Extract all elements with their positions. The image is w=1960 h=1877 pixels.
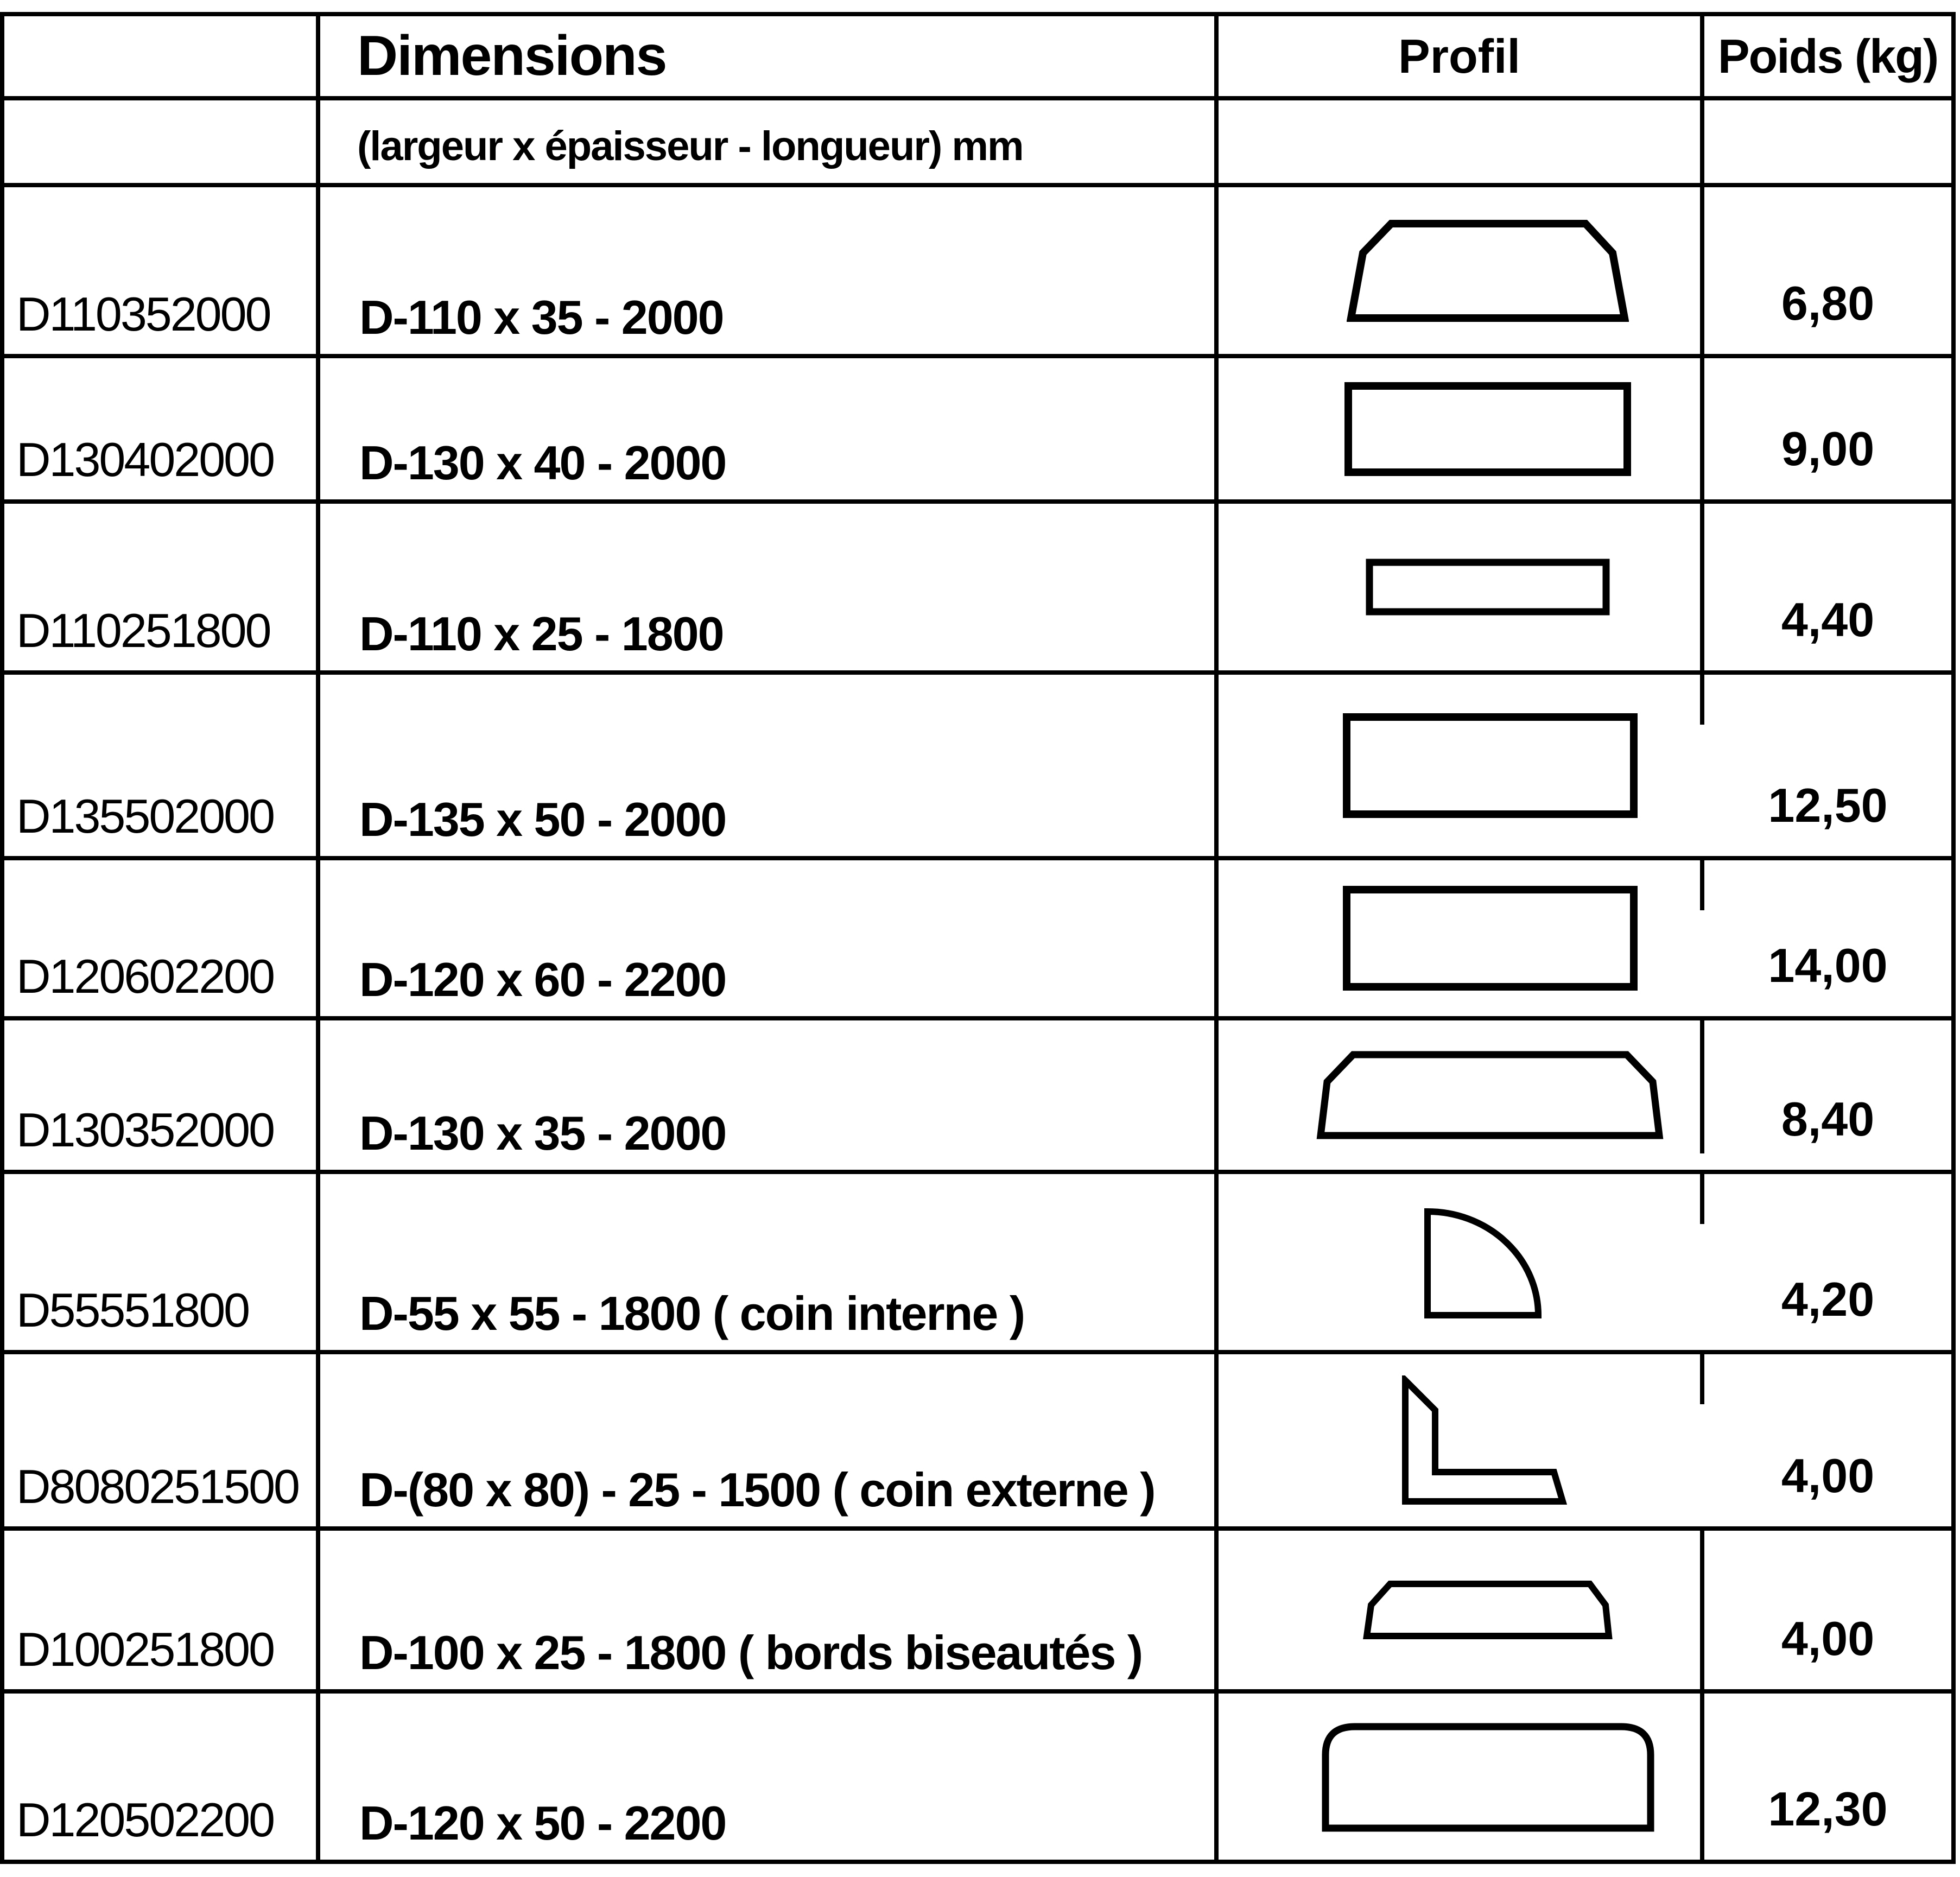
- product-weight: 8,40: [1704, 1020, 1956, 1174]
- profile-drawing-cell: [1219, 860, 1704, 1020]
- product-code: D135502000: [4, 675, 320, 860]
- profile-drawing-cell: [1219, 187, 1704, 358]
- profile-drawing-cell: [1219, 1354, 1704, 1531]
- profile-rectangle-wide-icon: [1342, 713, 1638, 819]
- profile-trapezoid-chamfered-tall-icon: [1347, 219, 1629, 322]
- product-weight: 6,80: [1704, 187, 1956, 358]
- product-weight: 4,00: [1704, 1354, 1956, 1531]
- header-dimensions-subtitle: (largeur x épaisseur - longueur) mm: [320, 100, 1219, 187]
- product-dimensions: D-130 x 35 - 2000: [320, 1020, 1219, 1174]
- profile-drawing-cell: [1219, 1174, 1704, 1354]
- header-poids: Poids (kg): [1704, 16, 1956, 100]
- product-code: D130352000: [4, 1020, 320, 1174]
- product-dimensions: D-110 x 25 - 1800: [320, 504, 1219, 675]
- product-dimensions: D-110 x 35 - 2000: [320, 187, 1219, 358]
- product-code: D100251800: [4, 1531, 320, 1694]
- profile-rectangle-thin-icon: [1366, 559, 1610, 616]
- product-dimensions: D-130 x 40 - 2000: [320, 358, 1219, 504]
- product-weight: 9,00: [1704, 358, 1956, 504]
- profile-rectangle-wide-icon: [1342, 885, 1638, 991]
- profile-trapezoid-beveled-small-icon: [1363, 1580, 1613, 1640]
- product-dimensions: D-100 x 25 - 1800 ( bords biseautés ): [320, 1531, 1219, 1694]
- header-profil-sub-cell: [1219, 100, 1704, 187]
- product-code: D120602200: [4, 860, 320, 1020]
- product-code: D110251800: [4, 504, 320, 675]
- profile-drawing-cell: [1219, 1020, 1704, 1174]
- profile-l-angle-icon: [1400, 1375, 1580, 1506]
- product-code: D120502200: [4, 1694, 320, 1864]
- product-weight: 12,50: [1704, 675, 1956, 860]
- profile-rectangle-icon: [1344, 382, 1632, 477]
- profile-drawing-cell: [1219, 675, 1704, 860]
- product-weight: 4,20: [1704, 1174, 1956, 1354]
- profile-drawing-cell: [1219, 358, 1704, 504]
- header-profil: Profil: [1219, 16, 1704, 100]
- product-weight: 14,00: [1704, 860, 1956, 1020]
- profile-drawing-cell: [1219, 504, 1704, 675]
- profile-quarter-round-icon: [1422, 1204, 1558, 1321]
- header-code-cell: [4, 16, 320, 100]
- profile-drawing-cell: [1219, 1694, 1704, 1864]
- profile-drawing-cell: [1219, 1531, 1704, 1694]
- header-poids-sub-cell: [1704, 100, 1956, 187]
- header-dimensions: Dimensions: [320, 16, 1219, 100]
- product-code: D110352000: [4, 187, 320, 358]
- product-weight: 12,30: [1704, 1694, 1956, 1864]
- product-weight: 4,40: [1704, 504, 1956, 675]
- product-code: D55551800: [4, 1174, 320, 1354]
- product-weight: 4,00: [1704, 1531, 1956, 1694]
- profile-rounded-rectangle-icon: [1321, 1721, 1655, 1832]
- product-dimensions: D-55 x 55 - 1800 ( coin interne ): [320, 1174, 1219, 1354]
- profile-trapezoid-chamfered-flat-icon: [1316, 1050, 1664, 1140]
- product-dimensions: D-(80 x 80) - 25 - 1500 ( coin externe ): [320, 1354, 1219, 1531]
- product-table: [0, 12, 1956, 1864]
- product-code: D8080251500: [4, 1354, 320, 1531]
- header-code-sub-cell: [4, 100, 320, 187]
- product-dimensions: D-120 x 50 - 2200: [320, 1694, 1219, 1864]
- product-code: D130402000: [4, 358, 320, 504]
- product-dimensions: D-120 x 60 - 2200: [320, 860, 1219, 1020]
- product-dimensions: D-135 x 50 - 2000: [320, 675, 1219, 860]
